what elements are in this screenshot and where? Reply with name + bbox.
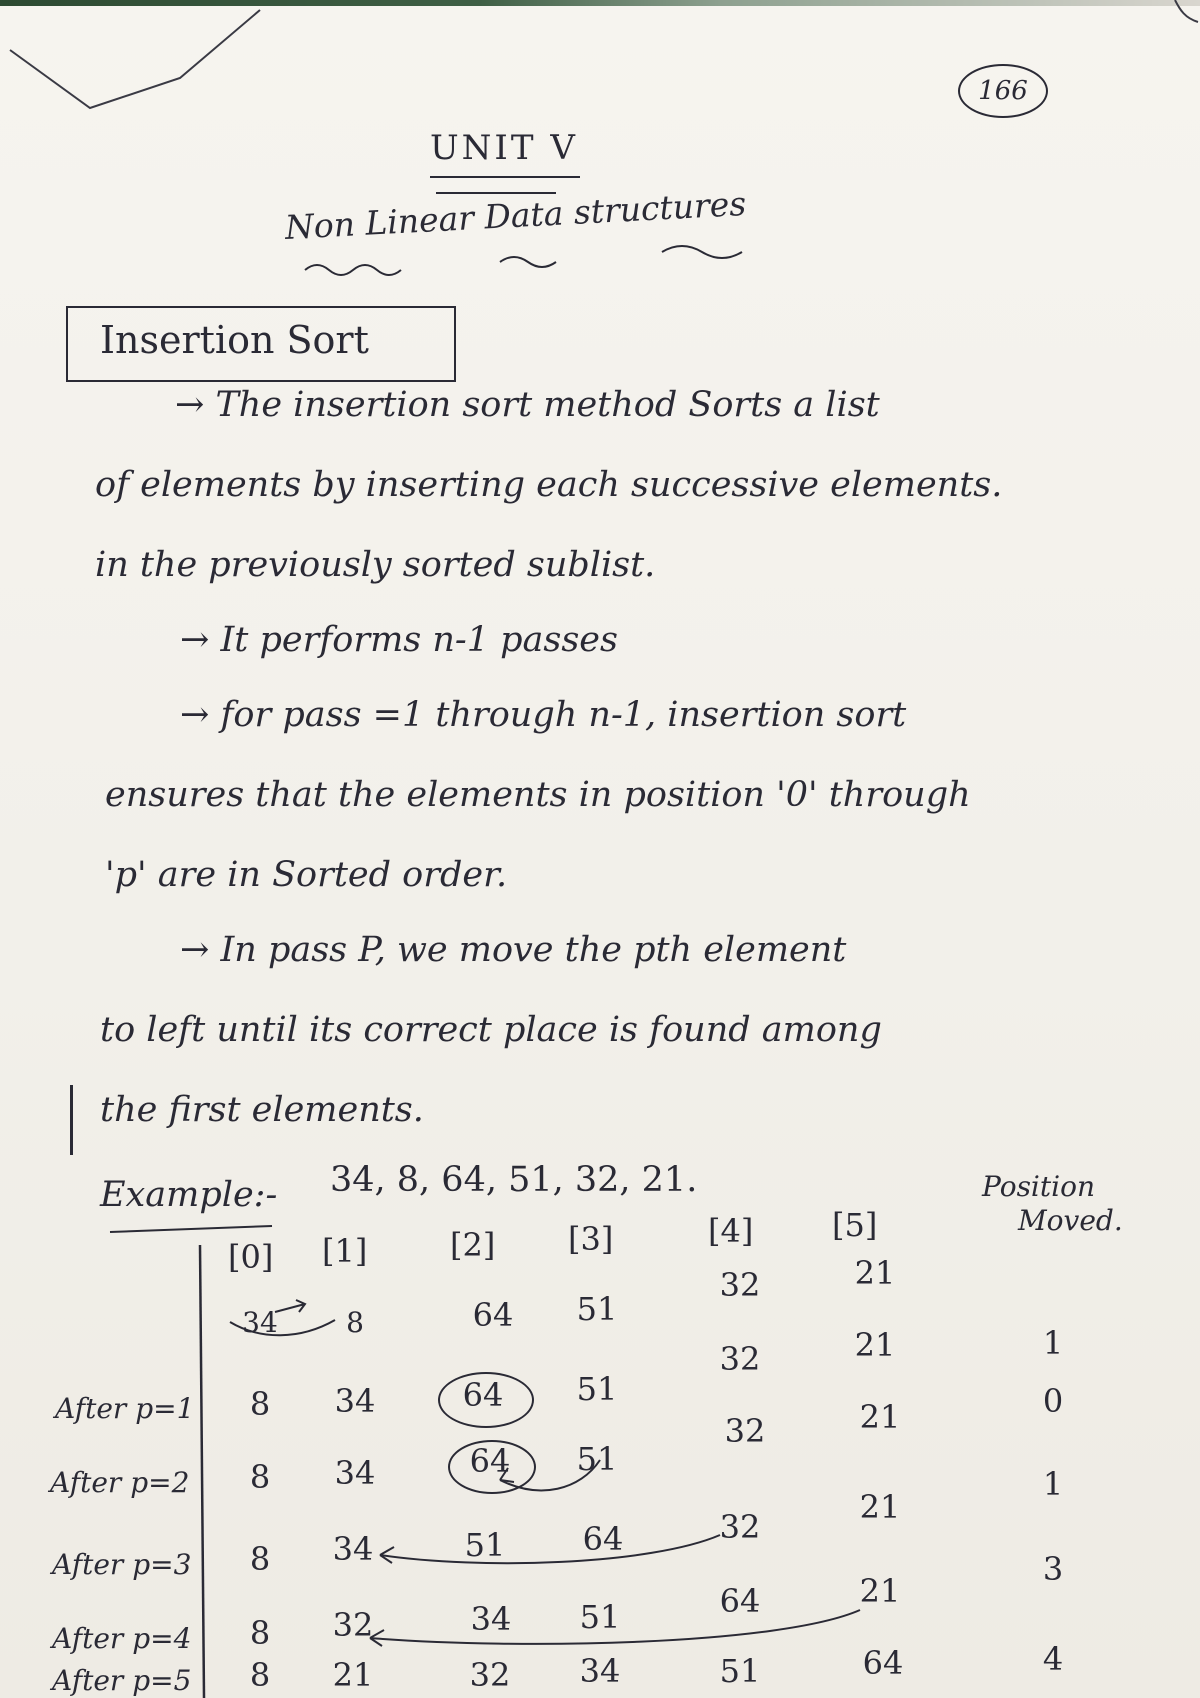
row2-moved: 1 — [1042, 1465, 1064, 1503]
row1-moved: 0 — [1042, 1382, 1064, 1420]
row1-cell-0: 8 — [249, 1385, 271, 1423]
initial-cell-3: 51 — [576, 1290, 618, 1328]
index-header-1: [1] — [322, 1232, 368, 1270]
row5-cell-4: 51 — [719, 1652, 761, 1690]
body-line-7: 'p' are in Sorted order. — [105, 855, 508, 895]
example-values: 34, 8, 64, 51, 32, 21. — [330, 1160, 698, 1200]
unit-title: UNIT V — [430, 128, 578, 168]
example-label: Example:- — [100, 1175, 278, 1215]
row-label-3: After p=3 — [52, 1548, 192, 1581]
row5-cell-3: 34 — [579, 1652, 621, 1690]
row-label-5: After p=5 — [52, 1664, 192, 1697]
index-header-0: [0] — [228, 1238, 274, 1276]
row4-cell-1: 32 — [332, 1606, 374, 1644]
index-header-4: [4] — [708, 1212, 754, 1250]
row1-cell-2: 64 — [462, 1376, 504, 1414]
initial-cell-0: 34 — [242, 1306, 278, 1339]
row4-cell-3: 51 — [579, 1598, 621, 1636]
row-label-1: After p=1 — [55, 1392, 195, 1425]
row1-cell-3: 51 — [576, 1370, 618, 1408]
row1-cell-4: 32 — [724, 1412, 766, 1450]
unit-title-underline — [430, 176, 580, 178]
body-line-3: in the previously sorted sublist. — [95, 545, 656, 585]
row3-moved: 3 — [1042, 1550, 1064, 1588]
row5-cell-2: 32 — [469, 1656, 511, 1694]
body-line-5: → for pass =1 through n-1, insertion sort — [180, 695, 907, 735]
section-heading: Insertion Sort — [100, 318, 369, 362]
initial-cell-4: 32 — [719, 1340, 761, 1378]
row3-cell-2: 51 — [464, 1526, 506, 1564]
row4-cell-5: 21 — [859, 1572, 901, 1610]
initial-moved: 1 — [1042, 1324, 1064, 1362]
row5-cell-0: 8 — [249, 1656, 271, 1694]
row1-cell-1: 34 — [334, 1382, 376, 1420]
row3-cell-3: 64 — [582, 1520, 624, 1558]
row3-cell-4: 32 — [719, 1508, 761, 1546]
row-label-4: After p=4 — [52, 1622, 192, 1655]
row3-cell-5: 21 — [859, 1488, 901, 1526]
body-line-4: → It performs n-1 passes — [180, 620, 618, 660]
position-header: Position — [982, 1170, 1095, 1203]
row3-cell-0: 8 — [249, 1540, 271, 1578]
index-header-5: [5] — [832, 1206, 878, 1244]
margin-bar — [70, 1085, 73, 1155]
body-line-1: → The insertion sort method Sorts a list — [175, 385, 880, 425]
row4-moved: 4 — [1042, 1640, 1064, 1678]
top-value-32: 32 — [719, 1266, 761, 1304]
initial-cell-2: 64 — [472, 1296, 514, 1334]
row4-cell-2: 34 — [470, 1600, 512, 1638]
body-line-8: → In pass P, we move the pth element — [180, 930, 847, 970]
row3-cell-1: 34 — [332, 1530, 374, 1568]
row4-cell-4: 64 — [719, 1582, 761, 1620]
index-header-3: [3] — [568, 1220, 614, 1258]
chapter-subtitle: Non Linear Data structures — [283, 183, 748, 247]
row2-cell-0: 8 — [249, 1458, 271, 1496]
row2-cell-3: 51 — [576, 1440, 618, 1478]
page-number: 166 — [958, 64, 1048, 118]
initial-cell-5: 21 — [854, 1326, 896, 1364]
row4-cell-0: 8 — [249, 1614, 271, 1652]
row2-cell-1: 34 — [334, 1454, 376, 1492]
initial-cell-1: 8 — [346, 1306, 364, 1339]
row5-cell-1: 21 — [332, 1656, 374, 1694]
row2-cell-2: 64 — [469, 1442, 511, 1480]
index-header-2: [2] — [450, 1226, 496, 1264]
body-line-6: ensures that the elements in position '0' through — [105, 775, 971, 815]
row5-cell-5: 64 — [862, 1644, 904, 1682]
moved-header: Moved. — [1018, 1204, 1123, 1237]
body-line-10: the first elements. — [100, 1090, 424, 1130]
top-value-21: 21 — [854, 1254, 896, 1292]
row-label-2: After p=2 — [50, 1466, 190, 1499]
body-line-9: to left until its correct place is found among — [100, 1010, 882, 1050]
body-line-2: of elements by inserting each successive elements. — [95, 465, 1003, 505]
row1-cell-5: 21 — [859, 1398, 901, 1436]
